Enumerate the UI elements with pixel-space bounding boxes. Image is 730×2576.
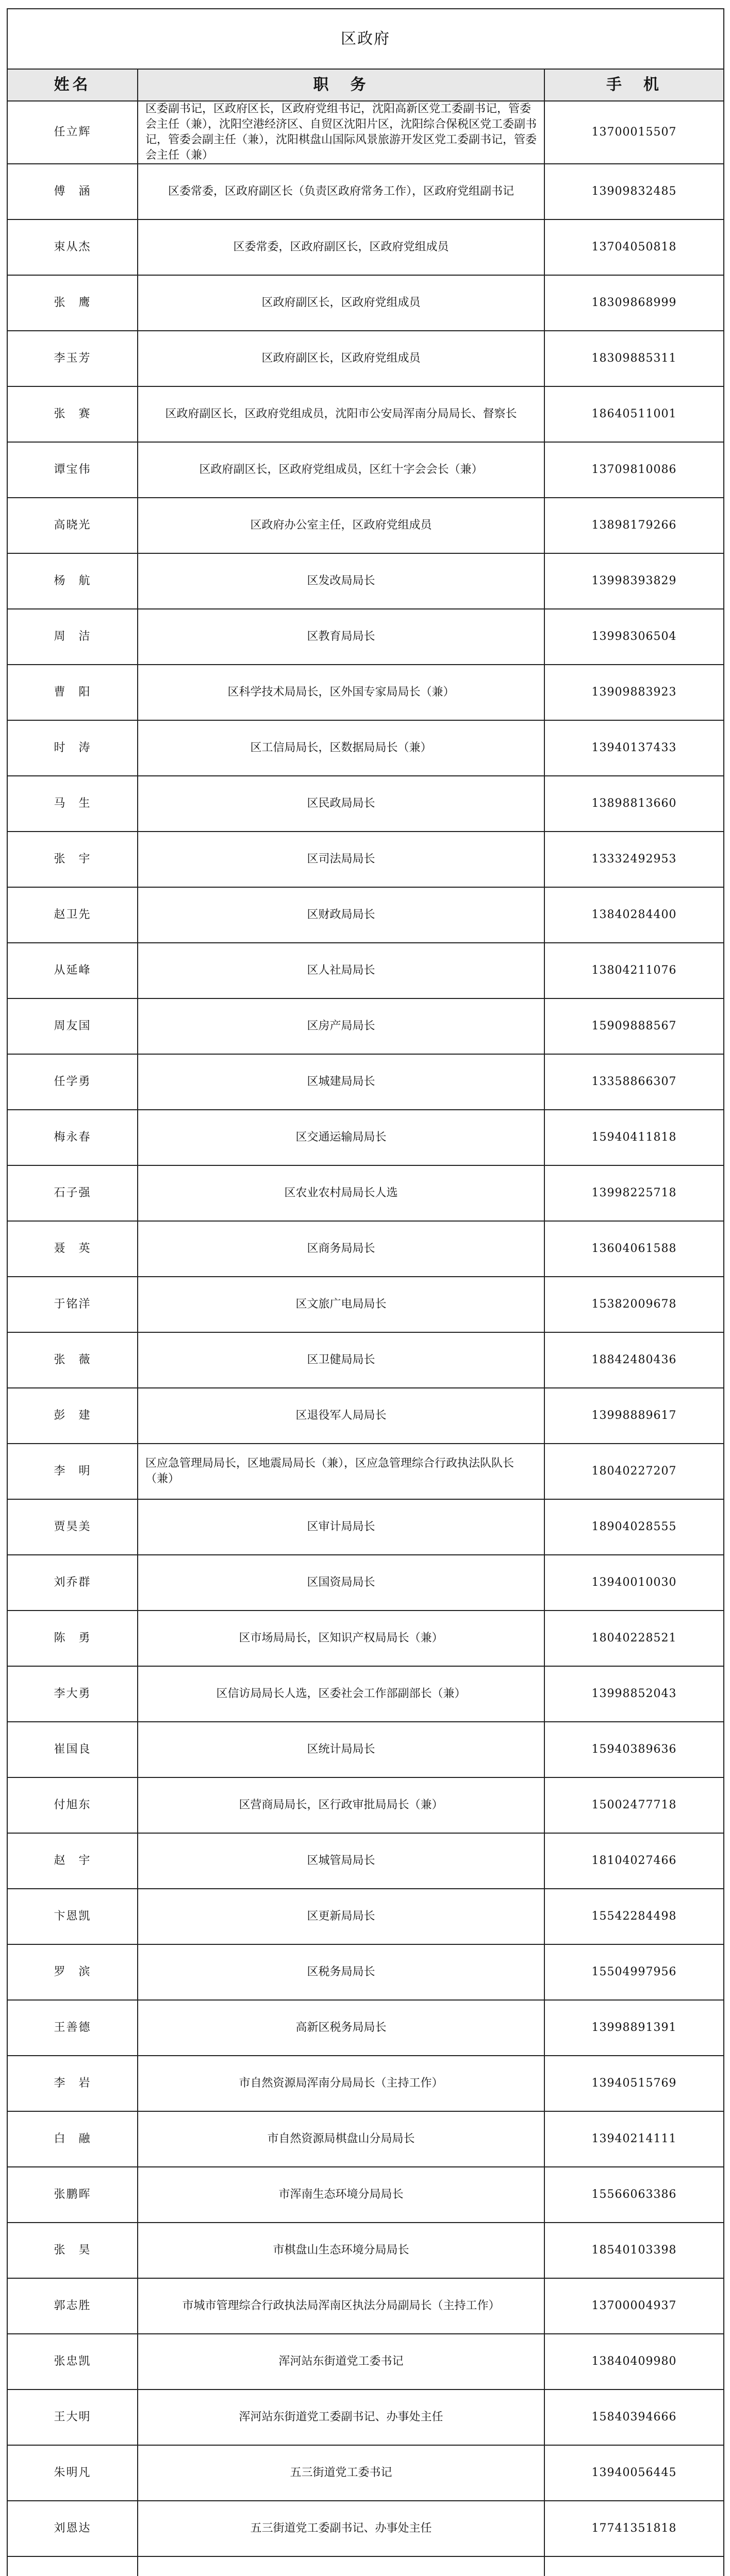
phone-cell: 13909883923 (544, 665, 724, 720)
name-cell: 从延峰 (7, 943, 138, 998)
name-cell: 任立辉 (7, 101, 138, 164)
phone-cell: 18842480436 (544, 1332, 724, 1388)
name-cell: 罗 滨 (7, 1944, 138, 2000)
duty-cell: 浑河站东街道党工委副书记、办事处主任 (138, 2389, 544, 2445)
phone-cell: 13700004937 (544, 2278, 724, 2334)
table-row (7, 2334, 724, 2389)
phone-cell: 13909832485 (544, 164, 724, 219)
phone-cell: 15504997956 (544, 1944, 724, 2000)
name-cell: 张鹏晖 (7, 2167, 138, 2223)
name-cell: 陈 勇 (7, 1611, 138, 1666)
table-row (7, 1054, 724, 1110)
table-row (7, 1722, 724, 1777)
table-row (7, 2556, 724, 2576)
phone-cell: 13358866307 (544, 1054, 724, 1110)
table-row (7, 776, 724, 832)
table-row (7, 1277, 724, 1332)
phone-cell: 13840284400 (544, 887, 724, 943)
name-cell: 刘恩达 (7, 2501, 138, 2556)
name-cell: 卞恩凯 (7, 1889, 138, 1944)
table-title: 区政府 (7, 9, 724, 69)
phone-cell: 13998393829 (544, 553, 724, 609)
phone-cell: 18309868999 (544, 275, 724, 331)
name-cell: 李大勇 (7, 1666, 138, 1722)
table-row (7, 498, 724, 553)
name-cell: 李 岩 (7, 2056, 138, 2111)
phone-cell: 13998852043 (544, 1666, 724, 1722)
phone-cell: 15940411818 (544, 1110, 724, 1165)
table-row (7, 1555, 724, 1611)
header-row (7, 69, 724, 101)
duty-cell: 区司法局局长 (138, 832, 544, 887)
table-row (7, 331, 724, 386)
duty-cell: 区城管局局长 (138, 1833, 544, 1889)
table-row (7, 2278, 724, 2334)
name-cell: 张 薇 (7, 1332, 138, 1388)
name-cell: 束从杰 (7, 219, 138, 275)
directory-sheet (7, 8, 723, 2576)
title-row (7, 9, 724, 69)
name-cell: 郭志胜 (7, 2278, 138, 2334)
duty-cell: 区教育局局长 (138, 609, 544, 665)
phone-cell: 13998225718 (544, 1165, 724, 1221)
phone-cell: 13940214111 (544, 2111, 724, 2167)
table-row (7, 609, 724, 665)
duty-cell: 区城建局局长 (138, 1054, 544, 1110)
table-row (7, 832, 724, 887)
table-row (7, 164, 724, 219)
duty-cell: 区更新局局长 (138, 1889, 544, 1944)
table-row (7, 943, 724, 998)
phone-cell: 15566063386 (544, 2167, 724, 2223)
phone-cell: 18040228521 (544, 1611, 724, 1666)
duty-cell: 五三街道党工委副书记、办事处主任 (138, 2501, 544, 2556)
name-cell: 王善德 (7, 2000, 138, 2056)
name-cell: 刘乔群 (7, 1555, 138, 1611)
table-row (7, 1611, 724, 1666)
table-row (7, 887, 724, 943)
name-cell: 李 明 (7, 1444, 138, 1499)
table-row (7, 1110, 724, 1165)
table-row (7, 1833, 724, 1889)
name-cell: 高晓光 (7, 498, 138, 553)
duty-cell: 区应急管理局局长，区地震局局长（兼），区应急管理综合行政执法队队长（兼） (138, 1444, 544, 1499)
phone-cell: 17741351818 (544, 2501, 724, 2556)
duty-cell: 区政府副区长，区政府党组成员，区红十字会会长（兼） (138, 442, 544, 498)
duty-cell: 区统计局局长 (138, 1722, 544, 1777)
name-cell: 于铭洋 (7, 1277, 138, 1332)
name-cell: 张 赛 (7, 386, 138, 442)
duty-cell: 区政府副区长，区政府党组成员，沈阳市公安局浑南分局局长、督察长 (138, 386, 544, 442)
phone-cell: 15382009678 (544, 1277, 724, 1332)
name-cell: 周 洁 (7, 609, 138, 665)
table-row (7, 2000, 724, 2056)
phone-cell: 18640511001 (544, 386, 724, 442)
table-row (7, 2501, 724, 2556)
phone-cell: 13940515769 (544, 2056, 724, 2111)
duty-cell: 区农业农村局局长人选 (138, 1165, 544, 1221)
duty-cell: 区市场局局长，区知识产权局局长（兼） (138, 1611, 544, 1666)
table-row (7, 2223, 724, 2278)
duty-cell: 区税务局局长 (138, 1944, 544, 2000)
name-cell: 张忠凯 (7, 2334, 138, 2389)
table-row (7, 998, 724, 1054)
duty-cell: 区委常委，区政府副区长，区政府党组成员 (138, 219, 544, 275)
table-row (7, 2111, 724, 2167)
table-row (7, 1388, 724, 1444)
duty-cell: 区政府副区长，区政府党组成员 (138, 275, 544, 331)
duty-cell: 市自然资源局棋盘山分局局长 (138, 2111, 544, 2167)
phone-cell: 13998891391 (544, 2000, 724, 2056)
table-row (7, 386, 724, 442)
phone-cell: 13704050818 (544, 219, 724, 275)
name-cell: 谭宝伟 (7, 442, 138, 498)
phone-cell: 15940389636 (544, 1722, 724, 1777)
name-cell: 李玉芳 (7, 331, 138, 386)
table-row (7, 2167, 724, 2223)
name-cell: 张 宇 (7, 832, 138, 887)
duty-cell (138, 2556, 544, 2576)
phone-cell: 15542284498 (544, 1889, 724, 1944)
table-row (7, 275, 724, 331)
phone-cell: 13804211076 (544, 943, 724, 998)
table-row (7, 1666, 724, 1722)
duty-cell: 区国资局局长 (138, 1555, 544, 1611)
duty-cell: 区卫健局局长 (138, 1332, 544, 1388)
name-cell: 赵卫先 (7, 887, 138, 943)
duty-cell: 区退役军人局局长 (138, 1388, 544, 1444)
duty-cell: 区人社局局长 (138, 943, 544, 998)
name-cell: 任学勇 (7, 1054, 138, 1110)
table-row (7, 665, 724, 720)
name-cell (7, 2556, 138, 2576)
table-row (7, 2445, 724, 2501)
phone-cell: 15002477718 (544, 1777, 724, 1833)
table-row (7, 720, 724, 776)
name-cell: 贾昊美 (7, 1499, 138, 1555)
name-cell: 朱明凡 (7, 2445, 138, 2501)
duty-cell: 五三街道党工委书记 (138, 2445, 544, 2501)
name-cell: 杨 航 (7, 553, 138, 609)
duty-cell: 市棋盘山生态环境分局局长 (138, 2223, 544, 2278)
table-row (7, 1889, 724, 1944)
phone-cell: 13898813660 (544, 776, 724, 832)
directory-table (7, 8, 724, 2576)
header-phone: 手 机 (544, 69, 724, 101)
name-cell: 张 昊 (7, 2223, 138, 2278)
name-cell: 崔国良 (7, 1722, 138, 1777)
duty-cell: 市城市管理综合行政执法局浑南区执法分局副局长（主持工作） (138, 2278, 544, 2334)
duty-cell: 区科学技术局局长，区外国专家局局长（兼） (138, 665, 544, 720)
duty-cell: 市浑南生态环境分局局长 (138, 2167, 544, 2223)
duty-cell: 区政府办公室主任，区政府党组成员 (138, 498, 544, 553)
table-row (7, 219, 724, 275)
name-cell: 周友国 (7, 998, 138, 1054)
duty-cell: 区委副书记，区政府区长，区政府党组书记，沈阳高新区党工委副书记，管委会主任（兼），沈阳空港经济区、自贸区沈阳片区，沈阳综合保税区党工委副书记，管委会副主任（兼），沈阳棋盘山国际风景旅游开发区党工委副书记，管委会主任（兼） (138, 101, 544, 164)
phone-cell: 13898179266 (544, 498, 724, 553)
phone-cell: 18040227207 (544, 1444, 724, 1499)
table-row (7, 1499, 724, 1555)
header-name: 姓名 (7, 69, 138, 101)
table-row (7, 553, 724, 609)
duty-cell: 高新区税务局局长 (138, 2000, 544, 2056)
duty-cell: 区政府副区长，区政府党组成员 (138, 331, 544, 386)
table-row (7, 1777, 724, 1833)
phone-cell: 13940010030 (544, 1555, 724, 1611)
table-row (7, 1221, 724, 1277)
name-cell: 时 涛 (7, 720, 138, 776)
table-row (7, 1444, 724, 1499)
name-cell: 付旭东 (7, 1777, 138, 1833)
phone-cell: 13604061588 (544, 1221, 724, 1277)
name-cell: 白 融 (7, 2111, 138, 2167)
duty-cell: 区审计局局长 (138, 1499, 544, 1555)
phone-cell: 18104027466 (544, 1833, 724, 1889)
phone-cell (544, 2556, 724, 2576)
header-duty: 职 务 (138, 69, 544, 101)
phone-cell: 18904028555 (544, 1499, 724, 1555)
phone-cell: 15909888567 (544, 998, 724, 1054)
duty-cell: 区委常委，区政府副区长（负责区政府常务工作），区政府党组副书记 (138, 164, 544, 219)
duty-cell: 区工信局局长，区数据局局长（兼） (138, 720, 544, 776)
name-cell: 王大明 (7, 2389, 138, 2445)
phone-cell: 18309885311 (544, 331, 724, 386)
phone-cell: 13700015507 (544, 101, 724, 164)
phone-cell: 15840394666 (544, 2389, 724, 2445)
table-row (7, 2056, 724, 2111)
table-row (7, 1165, 724, 1221)
name-cell: 聂 英 (7, 1221, 138, 1277)
duty-cell: 浑河站东街道党工委书记 (138, 2334, 544, 2389)
duty-cell: 区营商局局长，区行政审批局局长（兼） (138, 1777, 544, 1833)
duty-cell: 区文旅广电局局长 (138, 1277, 544, 1332)
phone-cell: 13998889617 (544, 1388, 724, 1444)
duty-cell: 区商务局局长 (138, 1221, 544, 1277)
duty-cell: 区交通运输局局长 (138, 1110, 544, 1165)
name-cell: 彭 建 (7, 1388, 138, 1444)
table-row (7, 442, 724, 498)
duty-cell: 区发改局局长 (138, 553, 544, 609)
phone-cell: 13332492953 (544, 832, 724, 887)
duty-cell: 区财政局局长 (138, 887, 544, 943)
name-cell: 石子强 (7, 1165, 138, 1221)
phone-cell: 13940137433 (544, 720, 724, 776)
duty-cell: 市自然资源局浑南分局局长（主持工作） (138, 2056, 544, 2111)
duty-cell: 区房产局局长 (138, 998, 544, 1054)
table-row (7, 1944, 724, 2000)
name-cell: 赵 宇 (7, 1833, 138, 1889)
directory-body (7, 9, 724, 2576)
phone-cell: 13998306504 (544, 609, 724, 665)
table-row (7, 2389, 724, 2445)
table-row (7, 1332, 724, 1388)
name-cell: 梅永春 (7, 1110, 138, 1165)
name-cell: 马 生 (7, 776, 138, 832)
phone-cell: 13940056445 (544, 2445, 724, 2501)
name-cell: 傅 涵 (7, 164, 138, 219)
duty-cell: 区民政局局长 (138, 776, 544, 832)
name-cell: 张 鹰 (7, 275, 138, 331)
duty-cell: 区信访局局长人选，区委社会工作部副部长（兼） (138, 1666, 544, 1722)
phone-cell: 13840409980 (544, 2334, 724, 2389)
table-row (7, 101, 724, 164)
phone-cell: 18540103398 (544, 2223, 724, 2278)
phone-cell: 13709810086 (544, 442, 724, 498)
name-cell: 曹 阳 (7, 665, 138, 720)
